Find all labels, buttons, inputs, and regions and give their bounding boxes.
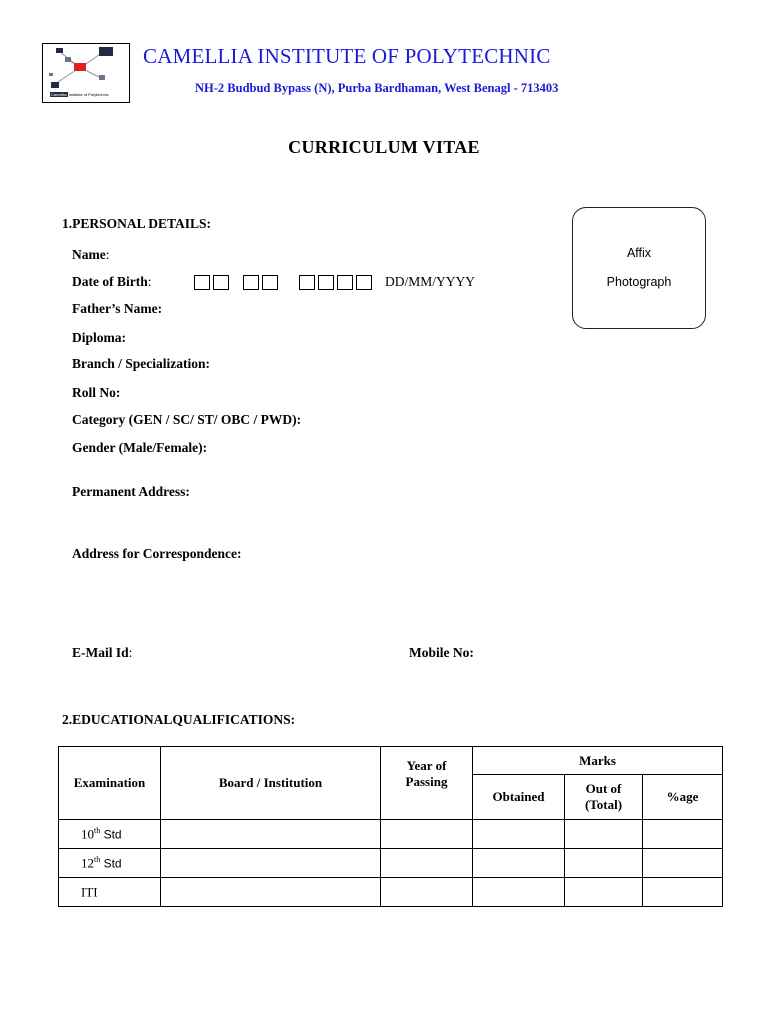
outof-input-cell[interactable] (565, 820, 643, 849)
percent-input-cell[interactable] (643, 878, 723, 907)
email-label: E-Mail Id (72, 645, 129, 660)
outof-input-cell[interactable] (565, 849, 643, 878)
exam-cell (59, 849, 161, 878)
correspondence-address-field[interactable]: Address for Correspondence: (72, 546, 242, 561)
header-marks: Marks (473, 747, 723, 775)
exam-base: ITI (81, 884, 98, 900)
header-out-of (565, 775, 643, 820)
dob-year-box-2[interactable] (318, 275, 334, 290)
logo-caption-text: Institute of Polytechnic (68, 92, 109, 97)
header-outof-line2: (Total) (584, 797, 623, 812)
section-personal-heading: 1.PERSONAL DETAILS: (62, 216, 212, 231)
table-row (59, 878, 723, 907)
header-year (381, 747, 473, 820)
exam-cell (59, 878, 161, 907)
name-field[interactable]: Name: (72, 247, 110, 262)
mobile-field[interactable]: Mobile No: (409, 645, 474, 660)
header-percent: %age (643, 775, 723, 820)
percent-input-cell[interactable] (643, 820, 723, 849)
dob-format-hint: DD/MM/YYYY (385, 274, 476, 289)
dob-day-box-2[interactable] (213, 275, 229, 290)
diploma-field[interactable]: Diploma: (72, 330, 126, 345)
header-outof-line1: Out of (585, 781, 622, 796)
year-input-cell[interactable] (381, 820, 473, 849)
exam-base: 10 (81, 826, 94, 842)
institute-logo (42, 43, 130, 103)
obtained-input-cell[interactable] (473, 878, 565, 907)
header-year-line1: Year of (406, 758, 447, 773)
dob-label: Date of Birth (72, 274, 148, 289)
header-obtained: Obtained (473, 775, 565, 820)
institute-name: CAMELLIA INSTITUTE OF POLYTECHNIC (143, 44, 551, 68)
category-field[interactable]: Category (GEN / SC/ ST/ OBC / PWD): (72, 412, 302, 427)
logo-caption-highlight: Camellia (51, 92, 67, 97)
email-field[interactable]: E-Mail Id: (72, 645, 133, 660)
year-input-cell[interactable] (381, 878, 473, 907)
branch-field[interactable]: Branch / Specialization: (72, 356, 210, 371)
roll-no-field[interactable]: Roll No: (72, 385, 121, 400)
header-board: Board / Institution (161, 747, 381, 820)
exam-sup: th (94, 854, 101, 864)
table-row (59, 820, 723, 849)
dob-year-box-4[interactable] (356, 275, 372, 290)
photo-label-line2: Photograph (606, 275, 672, 289)
exam-sup: th (94, 825, 101, 835)
header-examination: Examination (59, 747, 161, 820)
percent-input-cell[interactable] (643, 849, 723, 878)
board-input-cell[interactable] (161, 878, 381, 907)
header-year-line2: Passing (405, 774, 448, 789)
photo-label-line1: Affix (626, 246, 652, 260)
document-title: CURRICULUM VITAE (288, 137, 480, 157)
institute-address: NH-2 Budbud Bypass (N), Purba Bardhaman, West Benagl - 713403 (195, 81, 559, 95)
dob-year-box-1[interactable] (299, 275, 315, 290)
name-label: Name (72, 247, 106, 262)
outof-input-cell[interactable] (565, 878, 643, 907)
dob-day-box-1[interactable] (194, 275, 210, 290)
father-name-field[interactable]: Father’s Name: (72, 301, 163, 316)
table-row (59, 849, 723, 878)
section-education-heading: 2.EDUCATIONALQUALIFICATIONS: (62, 712, 296, 727)
dob-month-box-2[interactable] (262, 275, 278, 290)
dob-year-box-3[interactable] (337, 275, 353, 290)
logo-caption (50, 92, 109, 97)
board-input-cell[interactable] (161, 820, 381, 849)
exam-base: 12 (81, 855, 94, 871)
permanent-address-field[interactable]: Permanent Address: (72, 484, 190, 499)
exam-suffix: Std (100, 827, 122, 842)
year-input-cell[interactable] (381, 849, 473, 878)
obtained-input-cell[interactable] (473, 849, 565, 878)
obtained-input-cell[interactable] (473, 820, 565, 849)
photo-placeholder[interactable] (572, 207, 706, 329)
education-table (58, 746, 723, 907)
exam-suffix: Std (100, 856, 122, 871)
board-input-cell[interactable] (161, 849, 381, 878)
gender-field[interactable]: Gender (Male/Female): (72, 440, 208, 455)
dob-field: Date of Birth: (72, 274, 152, 289)
dob-month-box-1[interactable] (243, 275, 259, 290)
exam-cell (59, 820, 161, 849)
